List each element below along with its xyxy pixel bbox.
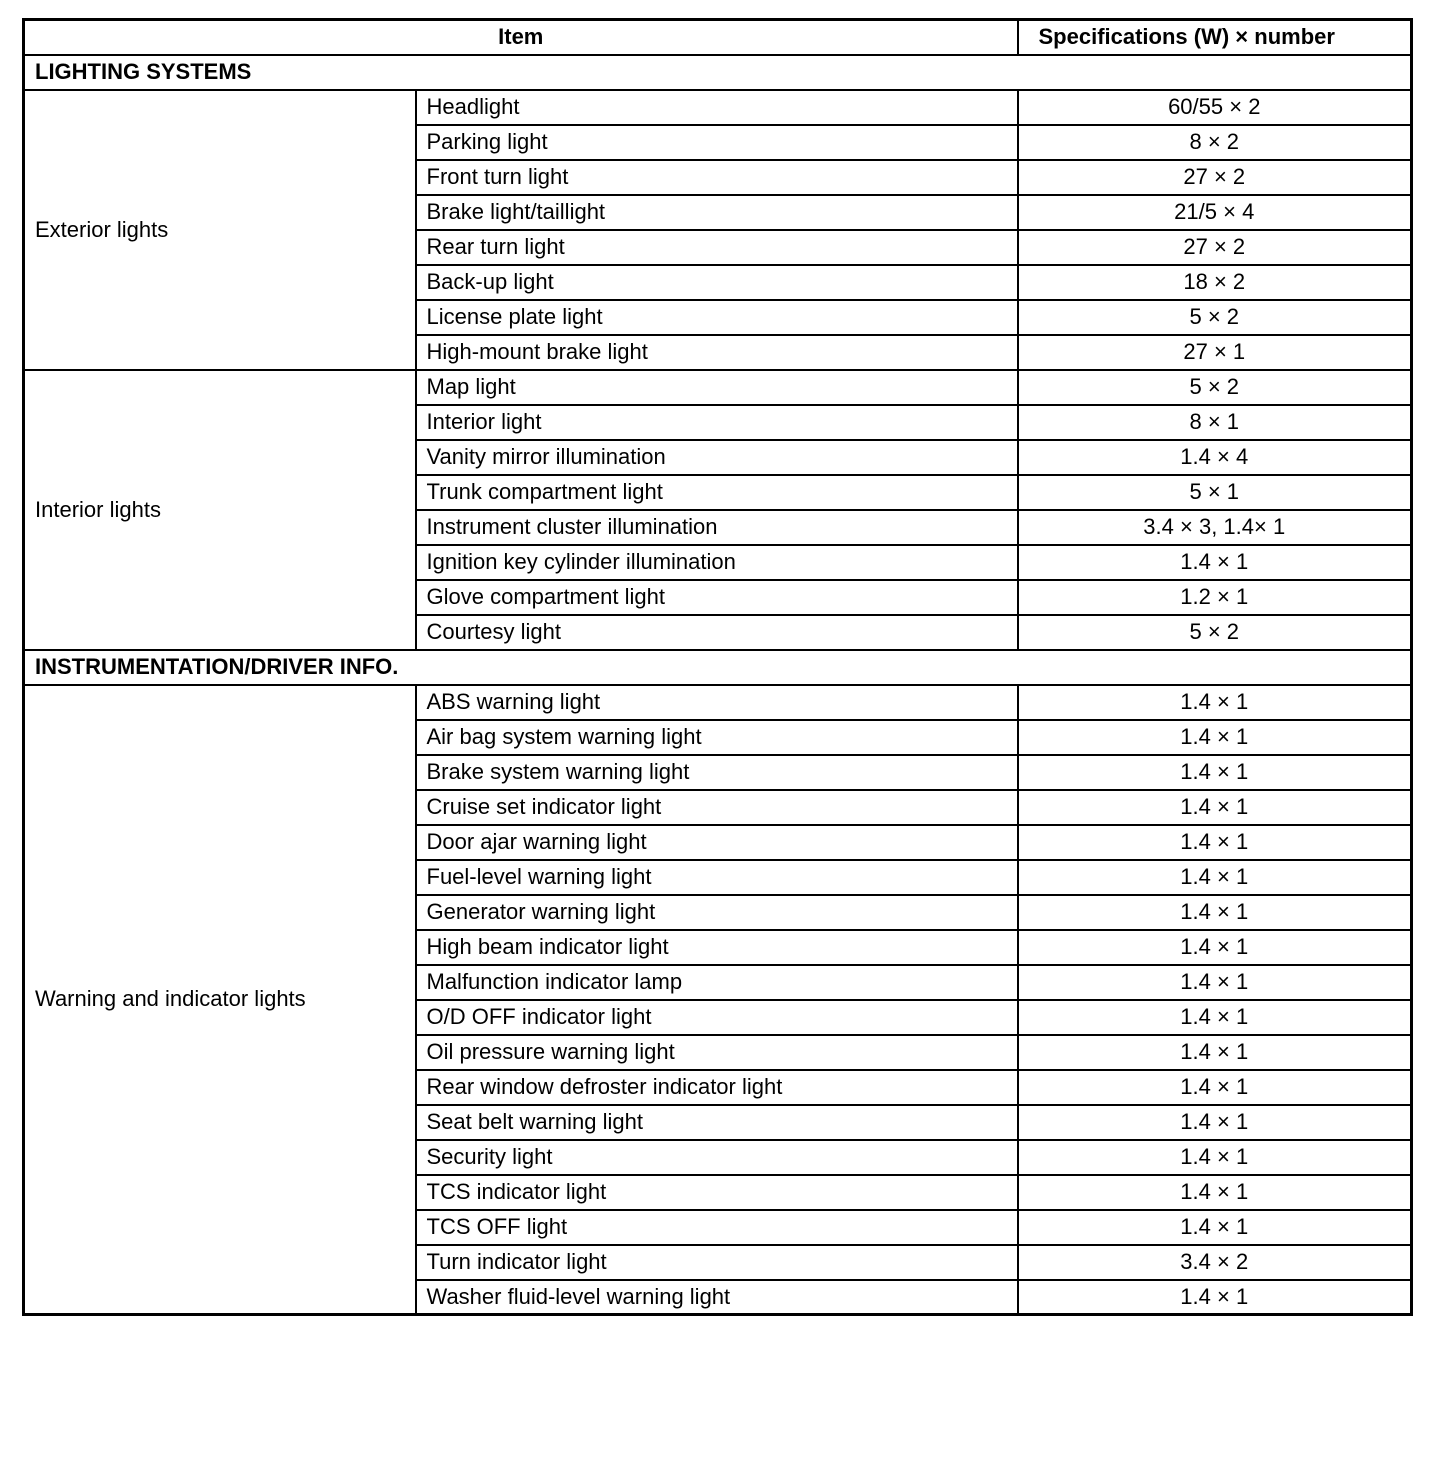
- item-column-header: Item: [24, 20, 1018, 55]
- section-title: INSTRUMENTATION/DRIVER INFO.: [24, 650, 1412, 685]
- item-name-cell: Generator warning light: [416, 895, 1018, 930]
- item-name-cell: Security light: [416, 1140, 1018, 1175]
- table-row: [24, 370, 1412, 405]
- spec-value-cell: 27 × 2: [1018, 230, 1412, 265]
- item-name-cell: Cruise set indicator light: [416, 790, 1018, 825]
- spec-value-cell: 1.4 × 1: [1018, 965, 1412, 1000]
- item-name-cell: Courtesy light: [416, 615, 1018, 650]
- item-name-cell: TCS indicator light: [416, 1175, 1018, 1210]
- group-label-interior-lights: Interior lights: [24, 370, 416, 650]
- item-name-cell: Back-up light: [416, 265, 1018, 300]
- spec-value-cell: 1.4 × 1: [1018, 1000, 1412, 1035]
- table-header-row: [24, 20, 1412, 55]
- spec-value-cell: 1.4 × 1: [1018, 720, 1412, 755]
- item-name-cell: Brake light/taillight: [416, 195, 1018, 230]
- spec-value-cell: 1.4 × 1: [1018, 825, 1412, 860]
- group-label-warning-and-indicator-lights: Warning and indicator lights: [24, 685, 416, 1315]
- spec-value-cell: 1.4 × 1: [1018, 545, 1412, 580]
- spec-value-cell: 1.4 × 1: [1018, 1105, 1412, 1140]
- spec-value-cell: 8 × 2: [1018, 125, 1412, 160]
- spec-value-cell: 1.4 × 1: [1018, 895, 1412, 930]
- section-row-lighting-systems: [24, 55, 1412, 90]
- bulb-specification-table: [22, 18, 1413, 1316]
- item-name-cell: High-mount brake light: [416, 335, 1018, 370]
- spec-value-cell: 8 × 1: [1018, 405, 1412, 440]
- spec-value-cell: 5 × 2: [1018, 615, 1412, 650]
- table-body: [24, 55, 1412, 1315]
- item-name-cell: Vanity mirror illumination: [416, 440, 1018, 475]
- spec-value-cell: 5 × 1: [1018, 475, 1412, 510]
- spec-column-header: Specifications (W) × number: [1018, 20, 1412, 55]
- item-name-cell: Parking light: [416, 125, 1018, 160]
- item-name-cell: Oil pressure warning light: [416, 1035, 1018, 1070]
- section-row-instrumentation-driver-info: [24, 650, 1412, 685]
- item-name-cell: Headlight: [416, 90, 1018, 125]
- spec-value-cell: 60/55 × 2: [1018, 90, 1412, 125]
- spec-value-cell: 3.4 × 2: [1018, 1245, 1412, 1280]
- item-name-cell: Instrument cluster illumination: [416, 510, 1018, 545]
- section-title: LIGHTING SYSTEMS: [24, 55, 1412, 90]
- spec-value-cell: 5 × 2: [1018, 370, 1412, 405]
- spec-value-cell: 5 × 2: [1018, 300, 1412, 335]
- item-name-cell: High beam indicator light: [416, 930, 1018, 965]
- item-name-cell: Rear window defroster indicator light: [416, 1070, 1018, 1105]
- spec-value-cell: 1.4 × 1: [1018, 755, 1412, 790]
- item-name-cell: Malfunction indicator lamp: [416, 965, 1018, 1000]
- spec-value-cell: 27 × 2: [1018, 160, 1412, 195]
- spec-value-cell: 3.4 × 3, 1.4× 1: [1018, 510, 1412, 545]
- item-name-cell: Air bag system warning light: [416, 720, 1018, 755]
- spec-value-cell: 1.4 × 1: [1018, 1070, 1412, 1105]
- table-row: [24, 685, 1412, 720]
- spec-value-cell: 1.4 × 1: [1018, 1035, 1412, 1070]
- spec-value-cell: 1.4 × 1: [1018, 1175, 1412, 1210]
- spec-value-cell: 21/5 × 4: [1018, 195, 1412, 230]
- group-label-exterior-lights: Exterior lights: [24, 90, 416, 370]
- item-name-cell: Interior light: [416, 405, 1018, 440]
- table-row: [24, 90, 1412, 125]
- item-name-cell: Ignition key cylinder illumination: [416, 545, 1018, 580]
- item-name-cell: O/D OFF indicator light: [416, 1000, 1018, 1035]
- spec-value-cell: 1.4 × 1: [1018, 1140, 1412, 1175]
- item-name-cell: Map light: [416, 370, 1018, 405]
- item-name-cell: License plate light: [416, 300, 1018, 335]
- item-name-cell: Seat belt warning light: [416, 1105, 1018, 1140]
- spec-value-cell: 1.4 × 1: [1018, 1210, 1412, 1245]
- spec-value-cell: 1.4 × 1: [1018, 930, 1412, 965]
- item-name-cell: ABS warning light: [416, 685, 1018, 720]
- spec-value-cell: 1.4 × 1: [1018, 860, 1412, 895]
- spec-value-cell: 1.4 × 1: [1018, 685, 1412, 720]
- item-name-cell: Washer fluid-level warning light: [416, 1280, 1018, 1315]
- item-name-cell: Brake system warning light: [416, 755, 1018, 790]
- item-name-cell: Turn indicator light: [416, 1245, 1018, 1280]
- item-name-cell: Rear turn light: [416, 230, 1018, 265]
- spec-value-cell: 18 × 2: [1018, 265, 1412, 300]
- spec-value-cell: 27 × 1: [1018, 335, 1412, 370]
- item-name-cell: TCS OFF light: [416, 1210, 1018, 1245]
- item-name-cell: Trunk compartment light: [416, 475, 1018, 510]
- item-name-cell: Glove compartment light: [416, 580, 1018, 615]
- item-name-cell: Door ajar warning light: [416, 825, 1018, 860]
- item-name-cell: Front turn light: [416, 160, 1018, 195]
- spec-value-cell: 1.2 × 1: [1018, 580, 1412, 615]
- spec-value-cell: 1.4 × 1: [1018, 1280, 1412, 1315]
- spec-value-cell: 1.4 × 4: [1018, 440, 1412, 475]
- spec-value-cell: 1.4 × 1: [1018, 790, 1412, 825]
- item-name-cell: Fuel-level warning light: [416, 860, 1018, 895]
